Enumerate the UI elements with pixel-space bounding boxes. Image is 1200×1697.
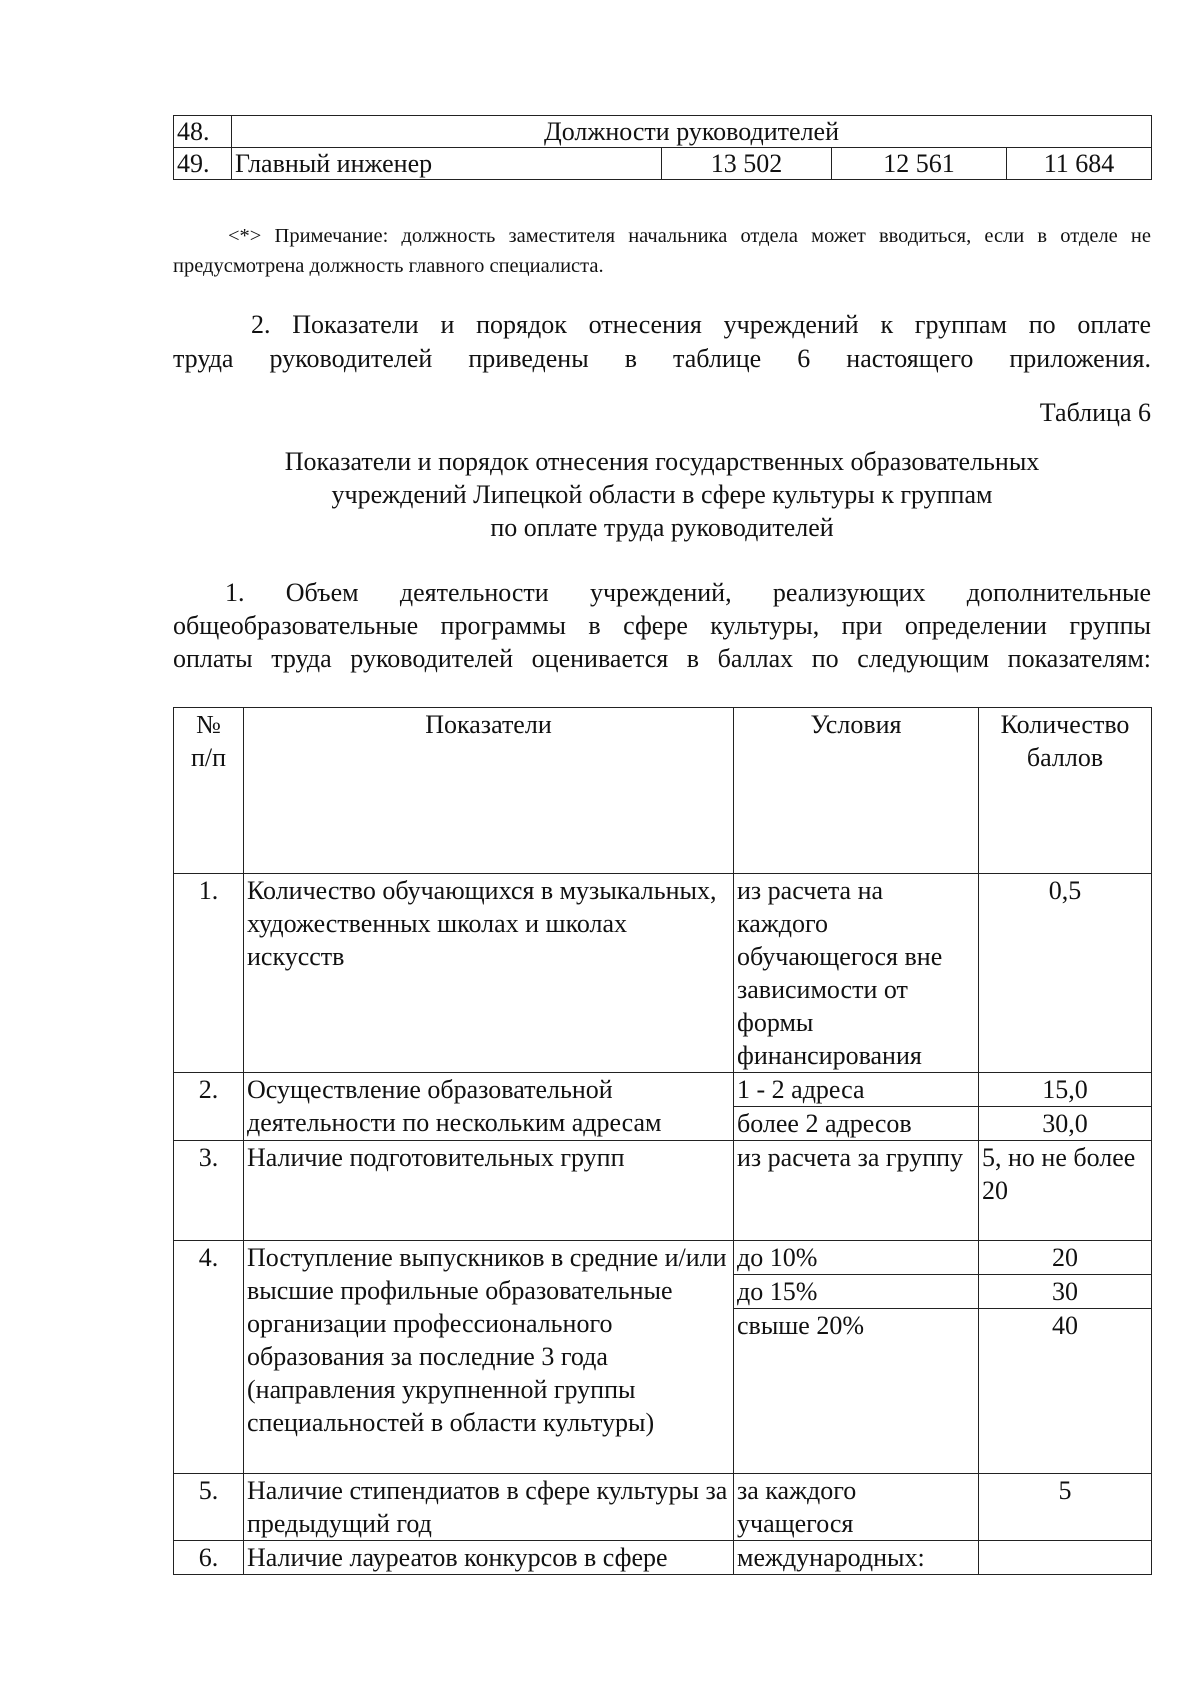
paragraph-line: 2. Показатели и порядок отнесения учреждений к группам по оплате <box>251 310 1151 339</box>
salary-value: 13 502 <box>662 148 832 180</box>
position-name: Главный инженер <box>232 148 662 180</box>
points-value: 20 <box>979 1241 1151 1275</box>
points-value: 30 <box>979 1275 1151 1309</box>
condition-cell: из расчета за группу <box>734 1141 979 1241</box>
points-value: 40 <box>1052 1311 1078 1340</box>
points-cell: 5, но не более 20 <box>979 1141 1152 1241</box>
table-row <box>174 1541 1152 1575</box>
points-cell: 0,5 <box>979 874 1152 1073</box>
paragraph-line: оплаты труда руководителей оценивается в баллах по следующим показателям: <box>173 644 1151 673</box>
header-conditions: Условия <box>734 708 979 874</box>
header-indicator: Показатели <box>244 708 734 874</box>
row-number: 49. <box>174 148 232 180</box>
indicators-table <box>173 707 1152 1575</box>
condition-cell: международных: <box>734 1541 979 1575</box>
table-row <box>174 1141 1152 1241</box>
condition-option: более 2 адресов <box>737 1109 912 1138</box>
condition-option: до 10% <box>734 1241 978 1275</box>
row-number: 6. <box>174 1541 244 1575</box>
condition-cell <box>734 1241 979 1474</box>
table-title <box>173 445 1151 544</box>
table-row <box>174 874 1152 1073</box>
table-row <box>174 1241 1152 1474</box>
positions-table <box>173 115 1152 180</box>
title-line: по оплате труда руководителей <box>490 513 834 542</box>
points-cell <box>979 1241 1152 1474</box>
title-line: Показатели и порядок отнесения государственных образовательных <box>284 447 1040 476</box>
title-line: учреждений Липецкой области в сфере культуры к группам <box>331 480 993 509</box>
paragraph-3 <box>173 576 1151 675</box>
table-row <box>174 148 1152 180</box>
points-value: 30,0 <box>1042 1109 1088 1138</box>
indicator-cell: Количество обучающихся в музыкальных, художественных школах и школах искусств <box>244 874 734 1073</box>
row-number: 4. <box>174 1241 244 1474</box>
row-number: 3. <box>174 1141 244 1241</box>
header-points: Количество баллов <box>979 708 1152 874</box>
condition-option: 1 - 2 адреса <box>734 1073 978 1107</box>
table-label: Таблица 6 <box>1039 398 1151 427</box>
paragraph-line: 1. Объем деятельности учреждений, реализующих дополнительные <box>225 578 1151 607</box>
indicator-cell: Наличие подготовительных групп <box>244 1141 734 1241</box>
points-value: 15,0 <box>979 1073 1151 1107</box>
condition-cell <box>734 1073 979 1141</box>
header-number: № п/п <box>174 708 244 874</box>
footnote <box>173 221 1151 281</box>
points-cell: 5 <box>979 1474 1152 1541</box>
table-row <box>174 116 1152 148</box>
paragraph-2 <box>173 308 1151 376</box>
salary-value: 11 684 <box>1007 148 1152 180</box>
condition-option: свыше 20% <box>737 1311 865 1340</box>
paragraph-line: общеобразовательные программы в сфере культуры, при определении группы <box>173 611 1151 640</box>
row-number: 5. <box>174 1474 244 1541</box>
paragraph-line: труда руководителей приведены в таблице 6 настоящего приложения. <box>173 344 1151 373</box>
points-cell <box>979 1073 1152 1141</box>
section-heading: Должности руководителей <box>232 116 1152 148</box>
table-row <box>174 1073 1152 1141</box>
footnote-text: <*> Примечание: должность заместителя начальника отдела может вводиться, если в отделе не предусмотрена должность главного специалиста. <box>173 225 1151 277</box>
points-cell <box>979 1541 1152 1575</box>
condition-option: до 15% <box>734 1275 978 1309</box>
indicator-cell: Осуществление образовательной деятельности по нескольким адресам <box>244 1073 734 1141</box>
indicator-cell: Наличие лауреатов конкурсов в сфере <box>244 1541 734 1575</box>
table-row <box>174 1474 1152 1541</box>
condition-cell: за каждого учащегося <box>734 1474 979 1541</box>
salary-value: 12 561 <box>832 148 1007 180</box>
row-number: 48. <box>174 116 232 148</box>
row-number: 2. <box>174 1073 244 1141</box>
indicator-cell: Наличие стипендиатов в сфере культуры за предыдущий год <box>244 1474 734 1541</box>
row-number: 1. <box>174 874 244 1073</box>
condition-cell: из расчета на каждого обучающегося вне зависимости от формы финансирования <box>734 874 979 1073</box>
table-header-row <box>174 708 1152 874</box>
indicator-cell: Поступление выпускников в средние и/или высшие профильные образовательные организации профессионального образования за последние 3 года (направления укрупненной группы специальностей в области культуры) <box>244 1241 734 1474</box>
